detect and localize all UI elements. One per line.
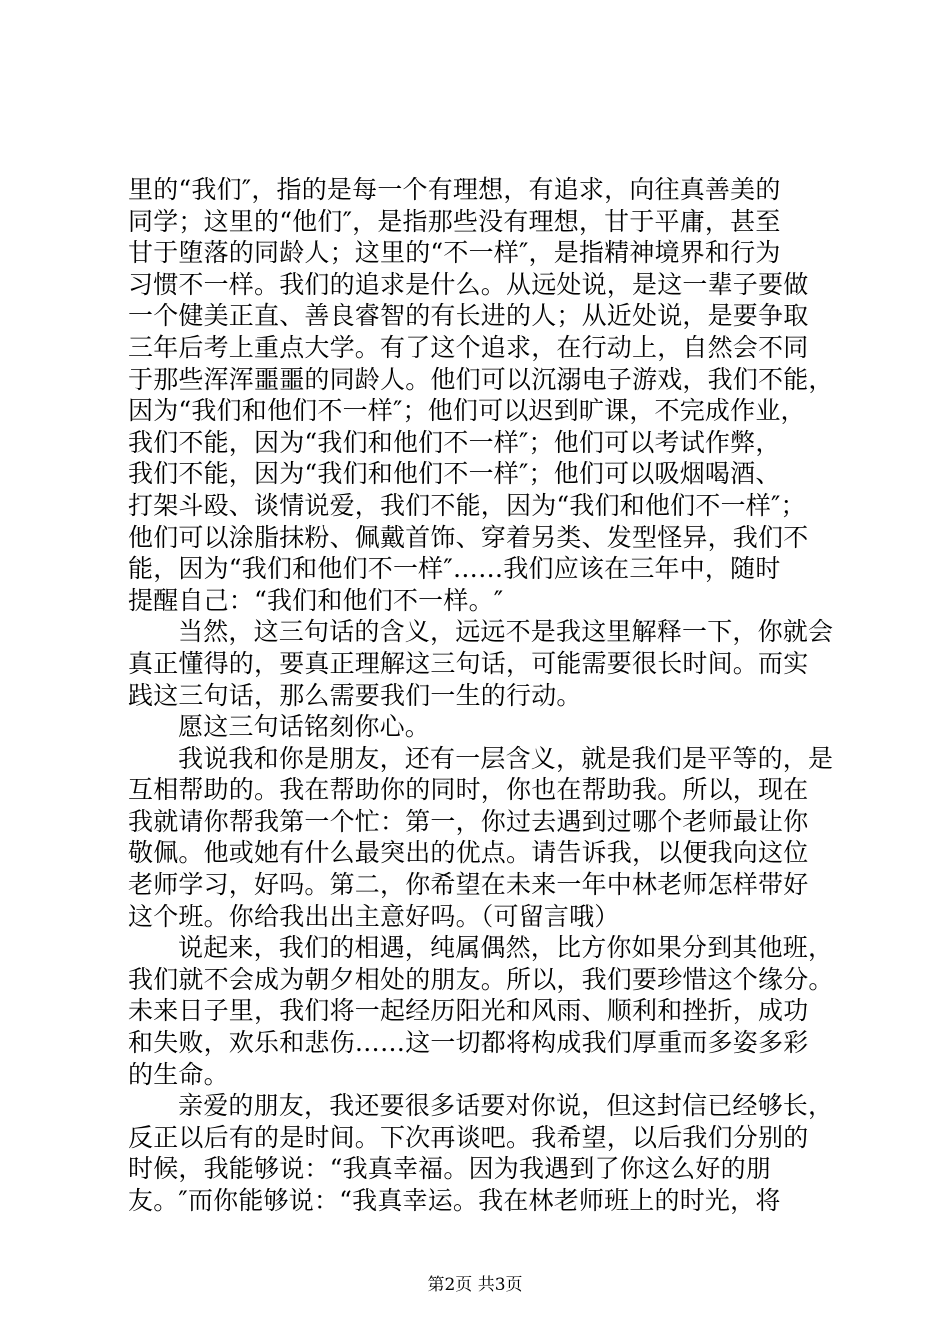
text-line: 我说我和你是朋友，还有一层含义，就是我们是平等的，是 bbox=[178, 743, 834, 773]
text-line: 的生命。 bbox=[128, 1059, 229, 1089]
text-line: 里的“我们″，指的是每一个有理想，有追求，向往真善美的 bbox=[128, 175, 781, 204]
text-line: 时候，我能够说：“我真幸福。因为我遇到了你这么好的朋 bbox=[128, 1154, 771, 1184]
text-line: 因为“我们和他们不一样″；他们可以迟到旷课，不完成作业， bbox=[128, 396, 806, 426]
text-line: 能，因为“我们和他们不一样″……我们应该在三年中，随时 bbox=[128, 554, 781, 584]
text-line: 这个班。你给我出出主意好吗。（可留言哦） bbox=[128, 901, 620, 931]
page-footer: 第2页 共3页 bbox=[427, 1275, 523, 1295]
text-line: 亲爱的朋友，我还要很多话要对你说，但这封信已经够长， bbox=[178, 1091, 834, 1121]
text-line: 未来日子里，我们将一起经历阳光和风雨、顺利和挫折，成功 bbox=[128, 996, 809, 1026]
text-line: 真正懂得的，要真正理解这三句话，可能需要很长时间。而实 bbox=[128, 648, 809, 678]
text-line: 互相帮助的。我在帮助你的同时，你也在帮助我。所以，现在 bbox=[128, 775, 809, 805]
text-line: 践这三句话，那么需要我们一生的行动。 bbox=[128, 680, 582, 710]
text-line: 提醒自己：“我们和他们不一样。″ bbox=[128, 585, 504, 615]
text-line: 甘于堕落的同龄人；这里的“不一样″，是指精神境界和行为 bbox=[128, 238, 781, 268]
text-line: 友。″而你能够说：“我真幸运。我在林老师班上的时光，将 bbox=[128, 1186, 781, 1215]
text-line: 我们不能，因为“我们和他们不一样″；他们可以考试作弊， bbox=[128, 427, 781, 457]
text-line: 打架斗殴、谈情说爱，我们不能，因为“我们和他们不一样″； bbox=[128, 490, 806, 520]
text-line: 同学；这里的“他们″，是指那些没有理想，甘于平庸，甚至 bbox=[128, 206, 781, 236]
text-line: 三年后考上重点大学。有了这个追求，在行动上，自然会不同 bbox=[128, 332, 809, 362]
text-line: 他们可以涂脂抹粉、佩戴首饰、穿着另类、发型怪异，我们不 bbox=[128, 522, 809, 552]
text-line: 和失败，欢乐和悲伤……这一切都将构成我们厚重而多姿多彩 bbox=[128, 1028, 809, 1058]
text-line: 当然，这三句话的含义，远远不是我这里解释一下，你就会 bbox=[178, 617, 834, 647]
text-line: 我们不能，因为“我们和他们不一样″；他们可以吸烟喝酒、 bbox=[128, 459, 781, 489]
text-line: 一个健美正直、善良睿智的有长进的人；从近处说，是要争取 bbox=[128, 301, 809, 331]
text-line: 敬佩。他或她有什么最突出的优点。请告诉我，以便我向这位 bbox=[128, 838, 809, 868]
text-line: 我就请你帮我第一个忙：第一，你过去遇到过哪个老师最让你 bbox=[128, 806, 809, 836]
text-line: 反正以后有的是时间。下次再谈吧。我希望，以后我们分别的 bbox=[128, 1122, 809, 1152]
text-line: 愿这三句话铭刻你心。 bbox=[178, 712, 431, 742]
text-line: 老师学习，好吗。第二，你希望在未来一年中林老师怎样带好 bbox=[128, 870, 809, 900]
body-text bbox=[128, 174, 840, 1217]
text-line: 说起来，我们的相遇，纯属偶然，比方你如果分到其他班， bbox=[178, 933, 834, 963]
text-line: 我们就不会成为朝夕相处的朋友。所以，我们要珍惜这个缘分。 bbox=[128, 964, 834, 994]
text-line: 于那些浑浑噩噩的同龄人。他们可以沉溺电子游戏，我们不能， bbox=[128, 364, 834, 394]
text-line: 习惯不一样。我们的追求是什么。从远处说，是这一辈子要做 bbox=[128, 269, 809, 299]
